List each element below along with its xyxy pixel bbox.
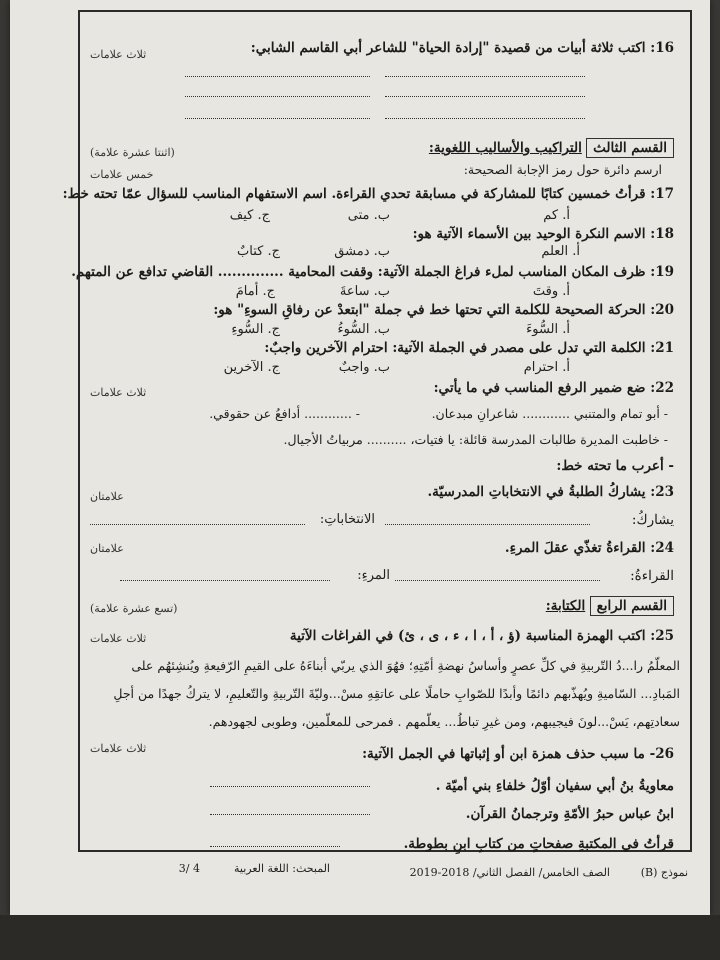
- q22-marks: ثلاث علامات: [90, 386, 147, 399]
- q20-text: 20: الحركة الصحيحة للكلمة التي تحتها خط في جملة "ابتعدْ عن رفاقِ السوءِ" هو:: [213, 302, 674, 318]
- q18-option-a[interactable]: أ. العلم: [541, 244, 580, 259]
- answer-line[interactable]: [385, 118, 585, 119]
- q22-text: 22: ضع ضمير الرفع المناسب في ما يأتي:: [433, 380, 674, 396]
- q16-text: 16: اكتب ثلاثة أبيات من قصيدة "إرادة الحياة" للشاعر أبي القاسم الشابي:: [250, 40, 674, 56]
- section4-marks: (تسع عشرة علامة): [90, 602, 178, 615]
- answer-line[interactable]: [385, 76, 585, 77]
- q26-sentence-2: ابنُ عباس حبرُ الأمّةِ وترجمانُ القرآن.: [465, 806, 674, 822]
- q26-sentence-1: معاويةُ بنُ أبي سفيان أوّلُ خلفاءِ بني أميّة .: [435, 778, 674, 794]
- answer-line[interactable]: [210, 846, 340, 847]
- section3-heading: [429, 138, 674, 158]
- q21-text: 21: الكلمة التي تدل على مصدر في الجملة الآتية: احترام الآخرين واجبٌ:: [264, 340, 674, 356]
- q26-sentence-3: قرأتُ في المكتبةِ صفحاتٍ من كتابِ ابنِ بطوطة.: [403, 836, 674, 852]
- q18-text: 18: الاسم النكرة الوحيد بين الأسماء الآتية هو:: [412, 226, 674, 242]
- q20-option-a[interactable]: أ. السُّوءَ: [526, 322, 570, 337]
- q16-marks: ثلاث علامات: [90, 48, 147, 61]
- answer-line[interactable]: [185, 118, 370, 119]
- parse-title: - أعرب ما تحته خط:: [556, 458, 674, 474]
- q20-option-c[interactable]: ج. السُّوءِ: [231, 322, 280, 337]
- answer-line[interactable]: [185, 76, 370, 77]
- footer-grade: الصف الخامس/ الفصل الثاني/ 2018-2019: [409, 866, 610, 879]
- answer-line[interactable]: [120, 580, 330, 581]
- background-surface: [0, 915, 720, 960]
- q17-option-b[interactable]: ب. متى: [347, 208, 390, 223]
- q19-option-b[interactable]: ب. ساعةَ: [339, 284, 390, 299]
- answer-line[interactable]: [385, 524, 590, 525]
- q17-option-c[interactable]: ج. كيف: [229, 208, 270, 223]
- q19-option-a[interactable]: أ. وقتَ: [532, 284, 570, 299]
- q23-word-2: الانتخاباتِ:: [319, 512, 375, 527]
- q26-marks: ثلاث علامات: [90, 742, 147, 755]
- q23-marks: علامتان: [90, 490, 124, 503]
- answer-line[interactable]: [210, 786, 370, 787]
- q22-item-2[interactable]: - خاطبت المديرة طالبات المدرسة قائلة: يا فتيات، .......... مربياتُ الأجيال.: [283, 432, 668, 447]
- q21-option-a[interactable]: أ. احترام: [523, 360, 570, 375]
- answer-line[interactable]: [90, 524, 305, 525]
- answer-line[interactable]: [185, 96, 370, 97]
- q20-option-b[interactable]: ب. السُّوءُ: [337, 322, 390, 337]
- q21-option-c[interactable]: ج. الآخرين: [223, 360, 280, 375]
- q21-option-b[interactable]: ب. واجبٌ: [338, 360, 390, 375]
- section3-box: القسم الثالث: [586, 138, 674, 158]
- q25-paragraph-line-3[interactable]: سعادتِهم، يَسْ...لونَ فيجيبهم، ومن غيرِ تباطُ... يعلّمهم . فمرحى للمعلّمين، وطوبى لجهودهم.: [208, 714, 680, 729]
- q23-word-1: يشاركُ:: [631, 512, 674, 528]
- q18-option-c[interactable]: ج. كتابٌ: [237, 244, 280, 259]
- q24-text: 24: القراءةُ تغذّي عقلَ المرءِ.: [504, 540, 674, 556]
- q17-option-a[interactable]: أ. كم: [543, 208, 570, 223]
- section4-heading: [546, 596, 674, 616]
- section3-marks: (اثنتا عشرة علامة): [90, 146, 175, 159]
- q17-text: 17: قرأتُ خمسين كتابًا للمشاركة في مسابقة تحدي القراءة. اسم الاستفهام المناسب للسؤال عمّا تحته خط:: [62, 186, 674, 202]
- footer-subject: المبحث: اللغة العربية: [233, 862, 330, 875]
- q24-word-2: المرءِ:: [357, 568, 390, 583]
- q19-option-c[interactable]: ج. أمامَ: [235, 284, 275, 299]
- footer-model: نموذج (B): [640, 866, 688, 879]
- section4-box: القسم الرابع: [590, 596, 674, 616]
- q25-paragraph-line-2[interactable]: المَبادِ... السّاميةِ ويُهذّبهم دائمًا وأبدًا للصّوابِ حاملًا على عاتقِهِ مسْ...وليّةَ التّربيةِ والتّعليمِ، لا يتركُ جهدًا من أجلِ: [113, 686, 680, 701]
- q25-text: 25: اكتب الهمزة المناسبة (ؤ ، أ ، ا ، ء ، ى ، ئ) في الفراغات الآتية: [289, 628, 674, 644]
- q24-marks: علامتان: [90, 542, 124, 555]
- q19-text: 19: ظرف المكان المناسب لملء فراغ الجملة الآتية: وقفت المحامية .............. القاضي تدافع عن المتهم.: [71, 264, 674, 280]
- section3-instruction: ارسم دائرة حول رمز الإجابة الصحيحة:: [463, 162, 662, 177]
- q26-text: 26- ما سبب حذف همزة ابن أو إثباتها في الجمل الآتية:: [362, 746, 674, 762]
- footer-page-number: 4 /3: [178, 862, 200, 875]
- answer-line[interactable]: [385, 96, 585, 97]
- q25-paragraph-line-1[interactable]: المعلّمُ را...دُ التّربيةِ في كلِّ عصرٍ وأساسُ نهضةِ أمّتِهِ؛ فهُوَ الذي يربّي أبناءَهُ على القيمِ الرّفيعةِ ويُنشِئهُم على: [131, 658, 680, 673]
- q22-item-1b[interactable]: - ............ أدافعُ عن حقوقي.: [209, 406, 360, 421]
- section3-title: التراكيب والأساليب اللغوية:: [428, 140, 582, 156]
- q22-item-1[interactable]: - أبو تمام والمتنبي ............ شاعرانِ مبدعان.: [431, 406, 668, 421]
- section3-instruction-marks: خمس علامات: [90, 168, 154, 181]
- answer-line[interactable]: [395, 580, 600, 581]
- q23-text: 23: يشاركُ الطلبةُ في الانتخاباتِ المدرسيّة.: [427, 484, 674, 500]
- q18-option-b[interactable]: ب. دمشق: [334, 244, 390, 259]
- section4-title: الكتابة:: [545, 598, 586, 614]
- answer-line[interactable]: [210, 814, 370, 815]
- q25-marks: ثلاث علامات: [90, 632, 147, 645]
- q24-word-1: القراءةُ:: [630, 568, 674, 584]
